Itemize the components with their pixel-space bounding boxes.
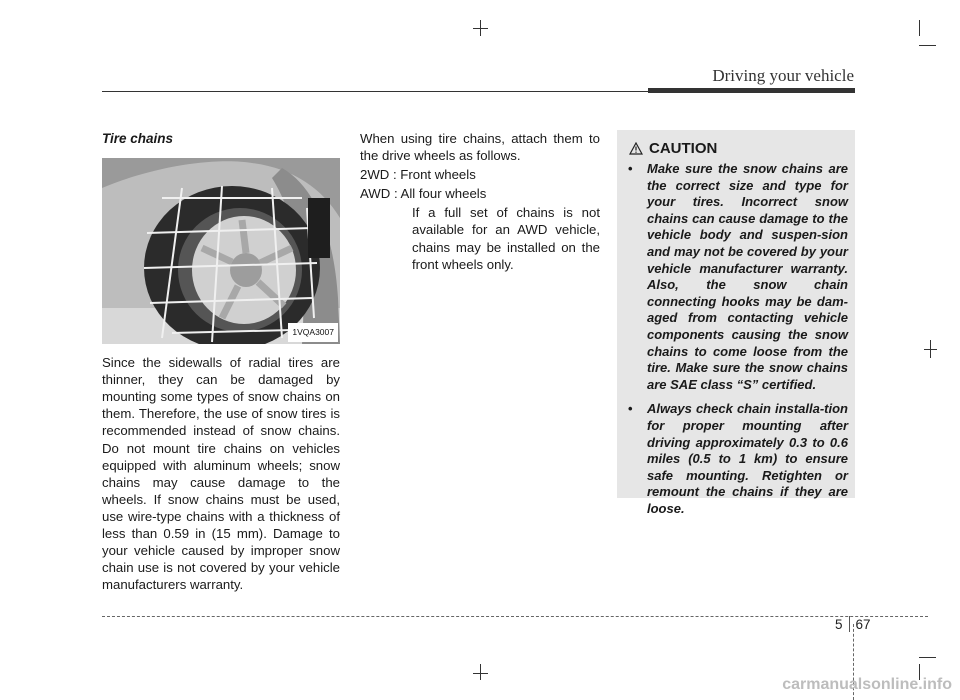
- header-rule: [102, 91, 648, 92]
- tire-chain-illustration: [102, 158, 340, 344]
- bullet-icon: •: [628, 161, 633, 176]
- left-body-text: Since the sidewalls of radial tires are thinner, they can be damaged by mounting some types of snow chains on them. Therefore, the use of snow tires is recommended instead of snow chains. Do not mount tire chains on vehicles equipped with aluminum wheels; snow chains may cause damage to the wheels. If snow chains must be used, use wire-type chains with a thickness of less than 0.59 in (15 mm). Damage to your vehicle caused by improper snow chain use is not covered by your vehicle manufacturers warranty.: [102, 355, 340, 593]
- chapter-number: 5: [835, 616, 843, 632]
- crop-mark: [919, 20, 920, 36]
- mid-intro: When using tire chains, attach them to the drive wheels as follows.: [360, 131, 600, 164]
- caution-list: [625, 161, 848, 517]
- caution-item: [625, 161, 848, 393]
- footer-rule: [102, 616, 928, 617]
- mid-note: If a full set of chains is not available for an AWD vehicle, chains may be installed on the front wheels only.: [412, 205, 600, 272]
- caution-box: [617, 130, 855, 516]
- mid-2wd: 2WD : Front wheels: [360, 167, 476, 183]
- crop-mark: [480, 664, 481, 680]
- header-rule-thick: [648, 88, 855, 93]
- crop-mark: [473, 673, 488, 674]
- mid-awd: AWD : All four wheels: [360, 186, 487, 202]
- section-title: Tire chains: [102, 131, 174, 146]
- crop-mark: [473, 28, 488, 29]
- page-number-value: 67: [855, 616, 871, 632]
- header-title: Driving your vehicle: [712, 66, 854, 85]
- caution-item-text: Make sure the snow chains are the correct size and type for your tires. Incorrect snow chains can cause damage to the vehicle body and suspen-sion and may not be covered by your vehicle manufacturer warranty. Also, the snow chain connecting hooks may be dam-aged from contacting vehicle components causing the snow chains to come loose from the tire. Make sure the snow chains are SAE class “S” certified.: [647, 161, 848, 392]
- bullet-icon: •: [628, 401, 633, 417]
- caution-title: CAUTION: [649, 140, 718, 157]
- page-separator: [849, 616, 850, 632]
- tire-chain-figure: [102, 158, 340, 344]
- figure-code: 1VQA3007: [288, 323, 338, 342]
- crop-mark: [919, 45, 936, 46]
- crop-mark: [924, 349, 937, 350]
- watermark: carmanualsonline.info: [782, 676, 952, 693]
- crop-mark: [919, 657, 936, 658]
- caution-item: [625, 401, 848, 517]
- left-column: [102, 130, 340, 593]
- warning-triangle-icon: [629, 142, 643, 155]
- caution-header: [629, 140, 848, 157]
- middle-column: [360, 130, 600, 273]
- caution-item-text: Always check chain installa-tion for proper mounting after driving approximately 0.3 to 0.6 miles (0.5 to 1 km) to ensure safe mounting. Retighten or remount the chains if they are loose.: [647, 401, 848, 516]
